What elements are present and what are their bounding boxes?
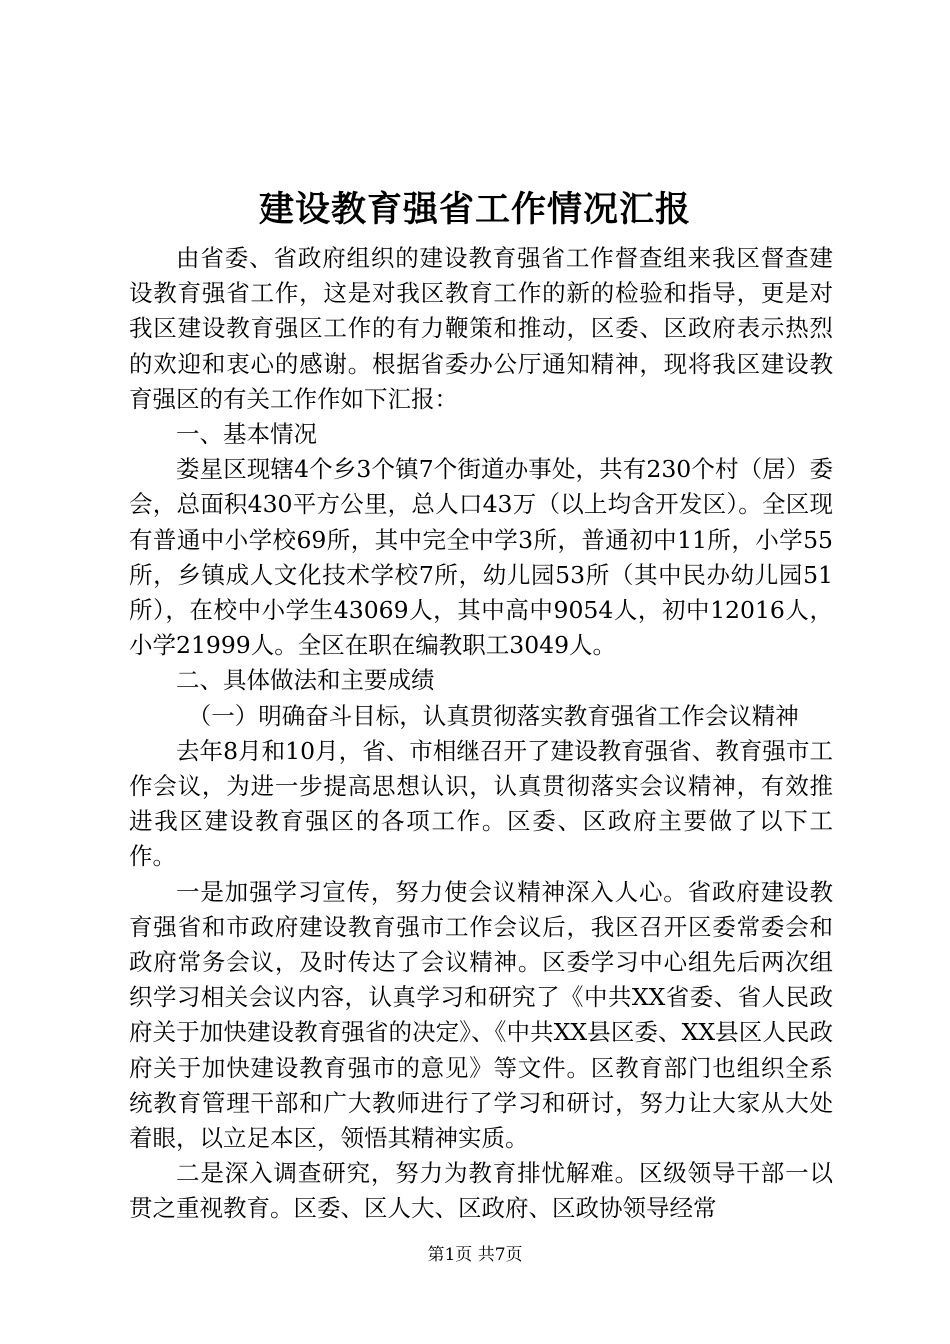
document-body (129, 241, 833, 1227)
intro-paragraph: 由省委、省政府组织的建设教育强省工作督查组来我区督查建设教育强省工作，这是对我区教育工作的新的检验和指导，更是对我区建设教育强区工作的有力鞭策和推动，区委、区政府表示热烈的欢迎和衷心的感谢。根据省委办公厅通知精神，现将我区建设教育强区的有关工作作如下汇报： (129, 244, 833, 413)
basic-situation-paragraph: 娄星区现辖4个乡3个镇7个街道办事处，共有230个村（居）委会，总面积430平方公里，总人口43万（以上均含开发区）。全区现有普通中小学校69所，其中完全中学3所，普通初中11所，小学55所，乡镇成人文化技术学校7所，幼儿园53所（其中民办幼儿园51所），在校中小学生43069人，其中高中9054人，初中12016人，小学21999人。全区在职在编教职工3049人。 (129, 455, 833, 660)
section-heading-basic-situation: 一、基本情况 (176, 420, 317, 449)
document-title: 建设教育强省工作情况汇报 (258, 189, 691, 230)
subsection-heading-goals: （一）明确奋斗目标，认真贯彻落实教育强省工作会议精神 (187, 701, 799, 730)
research-paragraph: 二是深入调查研究，努力为教育排忧解难。区级领导干部一以贯之重视教育。区委、区人大、区政府、区政协领导经常 (129, 1159, 833, 1223)
meeting-paragraph: 去年8月和10月，省、市相继召开了建设教育强省、教育强市工作会议，为进一步提高思想认识，认真贯彻落实会议精神，有效推进我区建设教育强区的各项工作。区委、区政府主要做了以下工作。 (129, 736, 833, 871)
study-paragraph: 一是加强学习宣传，努力使会议精神深入人心。省政府建设教育强省和市政府建设教育强市工作会议后，我区召开区委常委会和政府常务会议，及时传达了会议精神。区委学习中心组先后两次组织学习相关会议内容，认真学习和研究了《中共XX省委、省人民政府关于加快建设教育强省的决定》、《中共XX县区委、XX县区人民政府关于加快建设教育强市的意见》等文件。区教育部门也组织全系统教育管理干部和广大教师进行了学习和研讨，努力让大家从大处着眼，以立足本区，领悟其精神实质。 (129, 877, 833, 1153)
section-heading-practices: 二、具体做法和主要成绩 (176, 666, 435, 695)
page-number-footer: 第1页 共7页 (427, 1245, 523, 1265)
